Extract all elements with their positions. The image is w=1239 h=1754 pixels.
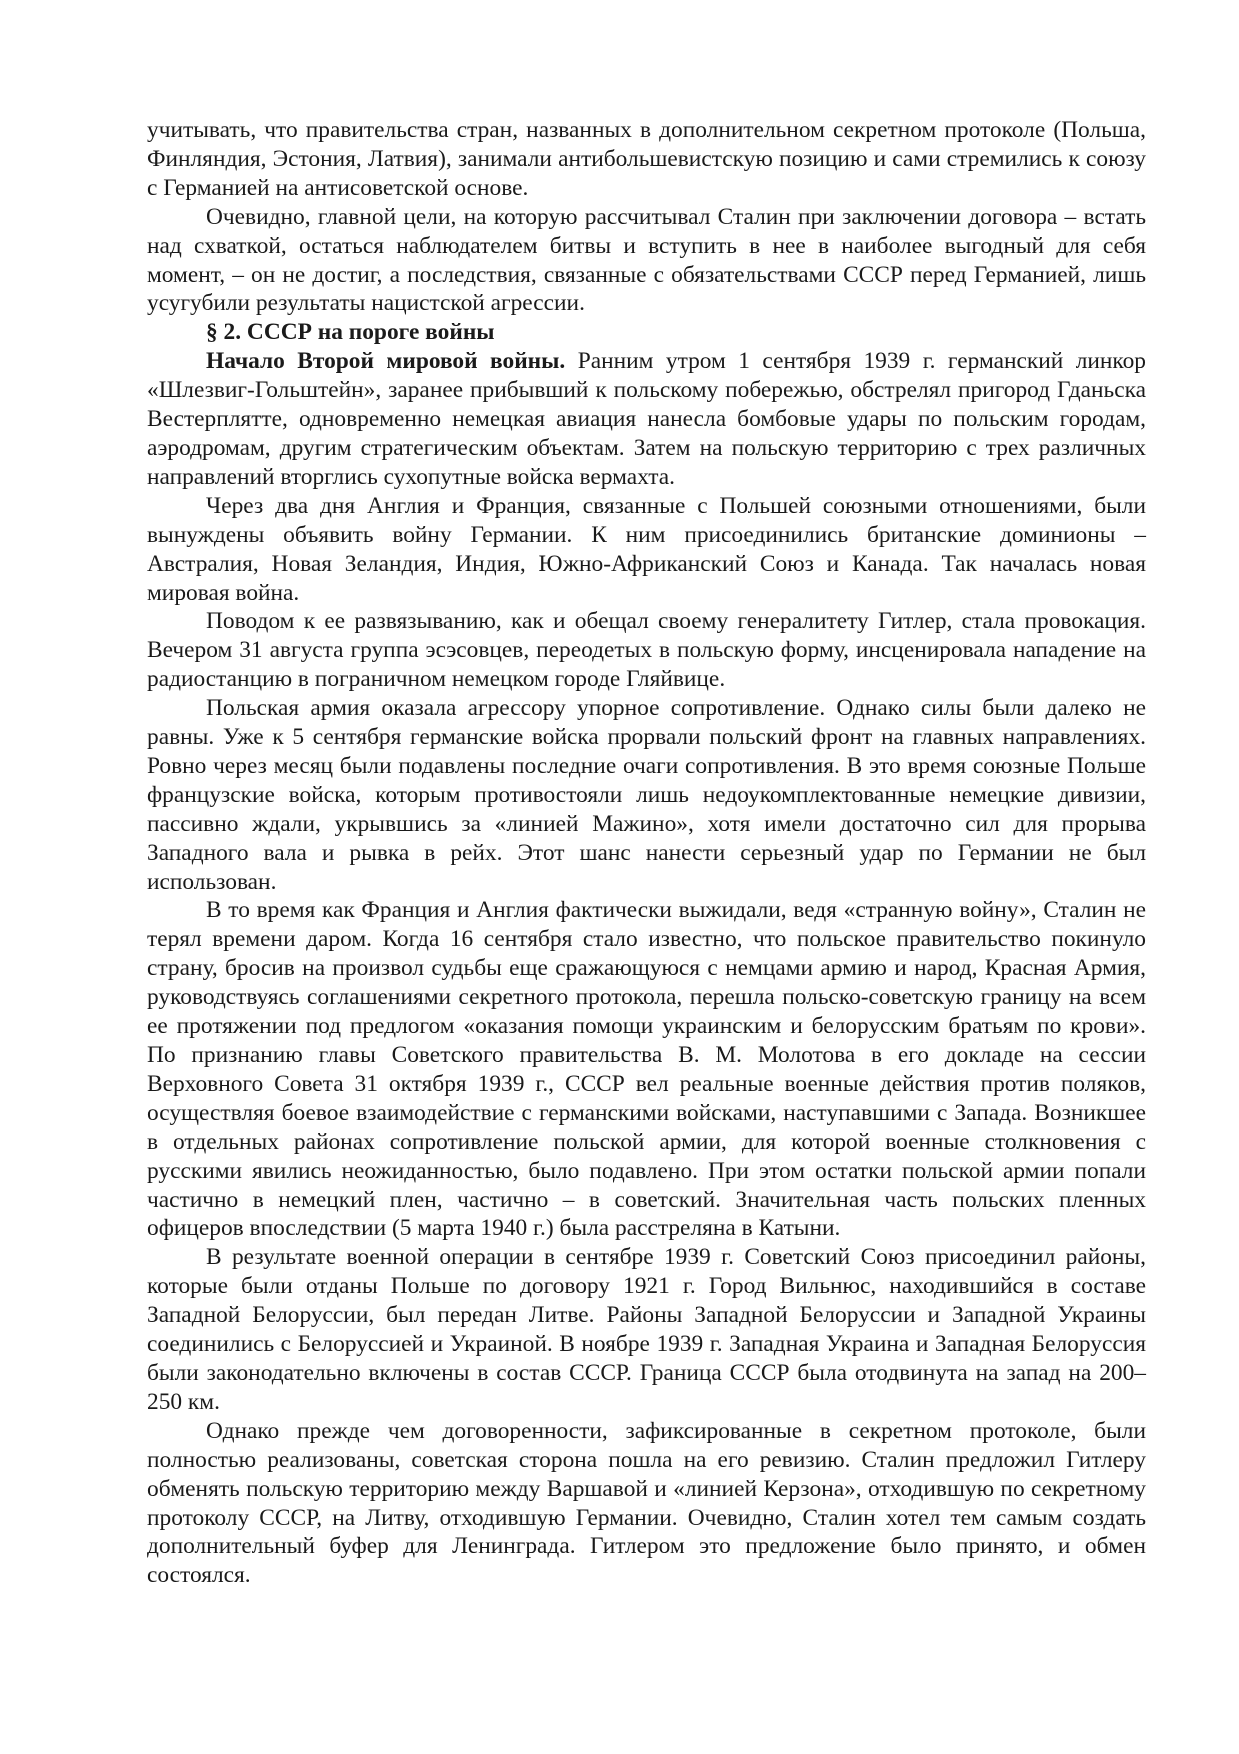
paragraph-war-declared: Через два дня Англия и Франция, связанные с Польшей союзными отношениями, были вынуждены объявить войну Германии. К ним присоединились британские доминионы – Австралия, Новая Зеландия, Индия, Южно-Африканский Союз и Канада. Так началась новая мировая война.: [147, 492, 1146, 606]
paragraph-polish-resistance: Польская армия оказала агрессору упорное сопротивление. Однако силы были далеко не равны. Уже к 5 сентября германские войска прорвали польский фронт на главных направлениях. Ровно через месяц были подавлены последние очаги сопротивления. В это время союзные Польше французские войска, которым противостояли лишь недоукомплектованные немецкие дивизии, пассивно ждали, укрывшись за «линией Мажино», хотя имели достаточно сил для прорыва Западного вала и рывка в рейх. Этот шанс нанести серьезный удар по Германии не был использован.: [147, 695, 1146, 895]
paragraph-provocation: Поводом к ее развязыванию, как и обещал своему генералитету Гитлер, стала провокация. Вечером 31 августа группа эсэсовцев, переодетых в польскую форму, инсценировала нападение на радиостанцию в пограничном немецком городе Гляйвице.: [147, 608, 1146, 693]
subsection-lead-title: Начало Второй мировой войны.: [206, 348, 566, 375]
paragraph-red-army-invasion: В то время как Франция и Англия фактически выжидали, ведя «странную войну», Сталин не терял времени даром. Когда 16 сентября стало известно, что польское правительство покинуло страну, бросив на произвол судьбы еще сражающуюся с немцами армию и народ, Красная Армия, руководствуясь соглашениями секретного протокола, перешла польско-советскую границу на всем ее протяжении под предлогом «оказания помощи украинским и белорусским братьям по крови». По признанию главы Советского правительства В. М. Молотова в его докладе на сессии Верховного Совета 31 октября 1939 г., СССР вел реальные военные действия против поляков, осуществляя боевое взаимодействие с германскими войсками, наступавшими с Запада. Возникшее в отдельных районах сопротивление польской армии, для которой военные столкновения с русскими явились неожиданностью, было подавлено. При этом остатки польской армии попали частично в немецкий плен, частично – в советский. Значительная часть польских пленных офицеров впоследствии (5 марта 1940 г.) была расстреляна в Катыни.: [147, 897, 1146, 1242]
document-page: [147, 116, 1146, 1590]
paragraph-stalin-goal: Очевидно, главной цели, на которую рассчитывал Сталин при заключении договора – встать над схваткой, остаться наблюдателем битвы и вступить в нее в наиболее выгодный для себя момент, – он не достиг, а последствия, связанные с обязательствами СССР перед Германией, лишь усугубили результаты нацистской агрессии.: [147, 203, 1146, 317]
paragraph-annexation: В результате военной операции в сентябре 1939 г. Советский Союз присоединил районы, которые были отданы Польше по договору 1921 г. Город Вильнюс, находившийся в составе Западной Белоруссии, был передан Литве. Районы Западной Белоруссии и Западной Украины соединились с Белоруссией и Украиной. В ноябре 1939 г. Западная Украина и Западная Белоруссия были законодательно включены в состав СССР. Граница СССР была отодвинута на запад на 200–250 км.: [147, 1244, 1146, 1415]
paragraph-continuation: учитывать, что правительства стран, названных в дополнительном секретном протоколе (Польша, Финляндия, Эстония, Латвия), занимали антибольшевистскую позицию и сами стремились к союзу с Германией на антисоветской основе.: [147, 117, 1146, 201]
section-heading: § 2. СССР на пороге войны: [206, 319, 495, 346]
paragraph-war-start: [147, 347, 1146, 492]
paragraph-protocol-revision: Однако прежде чем договоренности, зафиксированные в секретном протоколе, были полностью реализованы, советская сторона пошла на его ревизию. Сталин предложил Гитлеру обменять польскую территорию между Варшавой и «линией Керзона», отходившую по секретному протоколу СССР, на Литву, отходившую Германии. Очевидно, Сталин хотел тем самым создать дополнительный буфер для Ленинграда. Гитлером это предложение было принято, и обмен состоялся.: [147, 1417, 1146, 1589]
paragraph-war-start-text: Ранним утром 1 сентября 1939 г. германский линкор «Шлезвиг-Гольштейн», заранее прибывший к польскому побережью, обстрелял пригород Гданьска Вестерплятте, одновременно немецкая авиация нанесла бомбовые удары по польским городам, аэродромам, другим стратегическим объектам. Затем на польскую территорию с трех различных направлений вторглись сухопутные войска вермахта.: [147, 348, 1146, 490]
